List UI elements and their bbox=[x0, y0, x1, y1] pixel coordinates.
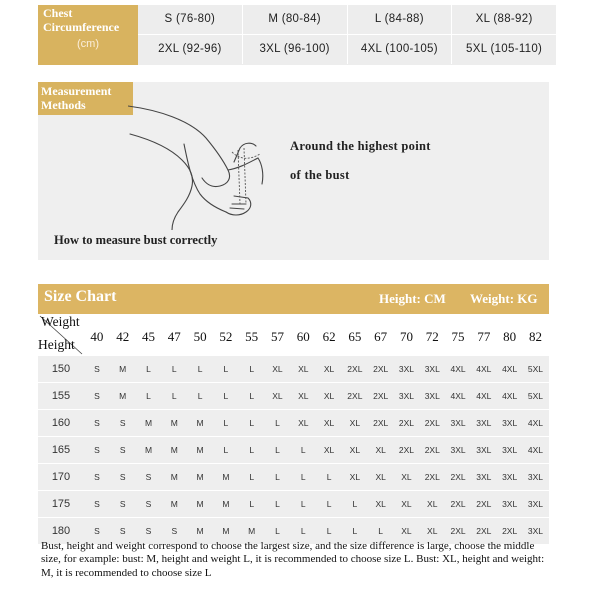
size-cell: S bbox=[171, 526, 178, 536]
size-cell: M bbox=[248, 526, 256, 536]
chest-cell: L (84-88) bbox=[348, 5, 453, 34]
size-cell: 3XL bbox=[450, 418, 466, 428]
weight-header-cell: 50 bbox=[193, 329, 207, 344]
size-cell: 4XL bbox=[450, 364, 466, 374]
size-cell: XL bbox=[298, 418, 309, 428]
weight-header-cell: 60 bbox=[296, 329, 310, 344]
size-cell: M bbox=[196, 526, 204, 536]
size-cell: L bbox=[275, 499, 280, 509]
size-cell: S bbox=[94, 364, 100, 374]
size-cell: S bbox=[94, 526, 100, 536]
size-cell: 3XL bbox=[476, 418, 492, 428]
size-cell: M bbox=[119, 364, 127, 374]
weight-header-cell: 52 bbox=[219, 329, 233, 344]
size-cell: M bbox=[119, 391, 127, 401]
table-row bbox=[38, 383, 549, 409]
size-cell: 5XL bbox=[527, 364, 543, 374]
weight-header-cell: 45 bbox=[141, 329, 155, 344]
size-cell: S bbox=[119, 418, 126, 428]
size-cell: L bbox=[249, 364, 255, 374]
size-cell: M bbox=[196, 499, 204, 509]
size-chart-title: Size Chart bbox=[44, 288, 117, 305]
size-cell: L bbox=[223, 364, 229, 374]
size-cell: L bbox=[352, 526, 358, 536]
size-cell: M bbox=[222, 526, 230, 536]
size-cell: S bbox=[145, 499, 152, 509]
size-cell: L bbox=[249, 418, 255, 428]
size-note: Bust, height and weight correspond to choose the largest size, and the size difference is large, choose the middle size, for example: bust: M, height and weight L, it is recommended to choose size L. Bust: XL, height and weight: M, it is recommended to choose size L bbox=[41, 540, 545, 579]
size-cell: L bbox=[223, 445, 229, 455]
weight-header-cell: 75 bbox=[451, 329, 465, 344]
chest-size-grid bbox=[138, 5, 556, 65]
weight-header-row bbox=[84, 314, 549, 356]
size-cell: 2XL bbox=[424, 472, 440, 482]
size-cell: L bbox=[197, 364, 203, 374]
size-chart bbox=[38, 284, 549, 591]
size-cell: 4XL bbox=[502, 364, 518, 374]
chest-header-cell bbox=[38, 5, 138, 65]
size-cell: 3XL bbox=[502, 445, 518, 455]
height-cell: 160 bbox=[51, 417, 71, 429]
height-cell: 165 bbox=[51, 444, 71, 456]
table-row bbox=[38, 437, 549, 463]
chest-circumference-table bbox=[38, 5, 556, 65]
size-cells bbox=[84, 491, 548, 517]
size-cell: S bbox=[94, 418, 100, 428]
size-cell: 2XL bbox=[347, 391, 363, 401]
size-cell: 2XL bbox=[398, 445, 415, 455]
weight-header-cell: 67 bbox=[374, 329, 388, 344]
table-row bbox=[38, 464, 549, 490]
size-cell: L bbox=[378, 526, 384, 536]
size-cell: XL bbox=[323, 418, 335, 428]
size-cell: 4XL bbox=[527, 445, 543, 455]
height-cell: 175 bbox=[51, 498, 71, 510]
size-cell: M bbox=[222, 472, 230, 482]
size-cell: 2XL bbox=[373, 364, 389, 374]
size-cell: XL bbox=[298, 364, 309, 374]
size-cell: S bbox=[119, 445, 126, 455]
size-cell: L bbox=[300, 499, 306, 509]
size-cell: XL bbox=[323, 364, 335, 374]
size-cell: S bbox=[119, 526, 126, 536]
size-cell: L bbox=[275, 445, 280, 455]
chest-row-1 bbox=[138, 5, 556, 34]
size-cell: 2XL bbox=[424, 418, 440, 428]
size-cell: XL bbox=[349, 472, 361, 482]
size-cell: S bbox=[94, 472, 100, 482]
weight-header-cell: 42 bbox=[116, 329, 130, 344]
size-cell: M bbox=[196, 445, 204, 455]
size-cell: 2XL bbox=[373, 391, 389, 401]
size-cell: L bbox=[223, 391, 229, 401]
size-cell: L bbox=[275, 418, 280, 428]
size-cell: L bbox=[275, 472, 280, 482]
size-cell: L bbox=[249, 391, 255, 401]
chest-cell: 5XL (105-110) bbox=[466, 43, 543, 55]
height-axis-label: Height bbox=[38, 337, 75, 352]
chest-cell: XL (88-92) bbox=[475, 13, 533, 25]
size-cell: L bbox=[146, 364, 151, 374]
size-cell: XL bbox=[401, 472, 412, 482]
size-cell: 2XL bbox=[502, 526, 518, 536]
weight-header-cell: 77 bbox=[477, 329, 491, 344]
size-cell: XL bbox=[323, 391, 335, 401]
size-cell: L bbox=[352, 499, 358, 509]
chest-cell: S (76-80) bbox=[138, 5, 243, 34]
size-cell: 4XL bbox=[476, 391, 492, 401]
weight-axis-label: Weight bbox=[41, 314, 80, 329]
table-row bbox=[38, 410, 549, 436]
size-cell: L bbox=[326, 526, 332, 536]
table-row bbox=[38, 356, 549, 382]
size-cell: XL bbox=[298, 391, 309, 401]
size-cell: 3XL bbox=[398, 364, 415, 374]
size-cell: 4XL bbox=[476, 364, 492, 374]
size-cell: S bbox=[145, 472, 152, 482]
chest-unit: (cm) bbox=[77, 38, 99, 50]
size-cell: L bbox=[326, 472, 332, 482]
size-cell: L bbox=[300, 445, 306, 455]
size-cell: 4XL bbox=[502, 391, 518, 401]
size-cell: 2XL bbox=[450, 499, 466, 509]
weight-header-cell: 82 bbox=[528, 329, 542, 344]
size-cell: L bbox=[171, 391, 177, 401]
size-cells bbox=[84, 410, 548, 436]
size-cell: M bbox=[144, 418, 153, 428]
size-cell: S bbox=[145, 526, 152, 536]
size-cell: L bbox=[326, 499, 332, 509]
size-cells bbox=[84, 464, 548, 490]
size-cell: L bbox=[171, 364, 177, 374]
height-unit-label: Height: CM bbox=[379, 291, 446, 306]
size-cell: 3XL bbox=[527, 526, 543, 536]
size-cell: 3XL bbox=[527, 472, 543, 482]
size-cell: XL bbox=[323, 445, 335, 455]
size-cell: 2XL bbox=[398, 418, 415, 428]
weight-header-cell: 72 bbox=[425, 329, 439, 344]
size-cell: XL bbox=[401, 499, 412, 509]
size-cell: 3XL bbox=[424, 391, 440, 401]
size-cell: L bbox=[223, 418, 229, 428]
size-cell: 2XL bbox=[424, 445, 440, 455]
size-cells bbox=[84, 437, 548, 463]
chest-cell: M (80-84) bbox=[243, 5, 348, 34]
weight-header-cell: 62 bbox=[322, 329, 336, 344]
size-chart-header bbox=[38, 284, 549, 314]
measurement-panel bbox=[38, 82, 549, 260]
bust-measure-illustration bbox=[128, 104, 268, 230]
size-cell: L bbox=[197, 391, 203, 401]
size-cell: XL bbox=[272, 391, 283, 401]
size-cell: XL bbox=[375, 499, 386, 509]
size-cell: XL bbox=[375, 472, 386, 482]
size-cell: 3XL bbox=[527, 499, 543, 509]
size-cell: L bbox=[300, 472, 306, 482]
size-cell: 5XL bbox=[527, 391, 543, 401]
size-cell: 3XL bbox=[502, 499, 518, 509]
size-cell: 2XL bbox=[476, 526, 492, 536]
chest-cell: 3XL (96-100) bbox=[243, 35, 348, 64]
size-cell: 2XL bbox=[347, 364, 363, 374]
size-cell: 4XL bbox=[527, 418, 543, 428]
size-cells bbox=[84, 356, 548, 382]
size-cell: L bbox=[300, 526, 306, 536]
weight-header-cell: 57 bbox=[270, 329, 284, 344]
size-cell: XL bbox=[401, 526, 412, 536]
height-cell: 170 bbox=[51, 471, 71, 483]
size-cells bbox=[84, 383, 548, 409]
size-cell: 2XL bbox=[373, 418, 389, 428]
weight-header-cell: 70 bbox=[399, 329, 413, 344]
size-cell: XL bbox=[349, 445, 361, 455]
size-cell: 3XL bbox=[502, 418, 518, 428]
size-cell: M bbox=[170, 472, 178, 482]
size-cell: 3XL bbox=[450, 445, 466, 455]
size-cell: XL bbox=[375, 445, 386, 455]
weight-header-cell: 47 bbox=[167, 329, 181, 344]
chest-row-2 bbox=[138, 35, 556, 64]
height-cell: 150 bbox=[51, 363, 71, 375]
size-cell: XL bbox=[272, 364, 283, 374]
weight-header-cell: 40 bbox=[90, 329, 104, 344]
size-cell: 2XL bbox=[450, 526, 466, 536]
size-cell: M bbox=[222, 499, 230, 509]
size-cell: M bbox=[196, 472, 204, 482]
chest-title: Chest Circumference bbox=[43, 6, 120, 34]
height-cell: 180 bbox=[51, 525, 71, 537]
weight-header-cell: 55 bbox=[245, 329, 259, 344]
size-cell: S bbox=[94, 391, 100, 401]
size-cell: 2XL bbox=[450, 472, 466, 482]
size-cell: S bbox=[119, 472, 126, 482]
measurement-tag: Measurement Methods bbox=[38, 82, 133, 115]
size-cell: L bbox=[249, 499, 255, 509]
size-cell: S bbox=[94, 445, 100, 455]
measure-instruction-line2: of the bust bbox=[290, 168, 350, 182]
size-cell: L bbox=[249, 445, 255, 455]
table-row bbox=[38, 491, 549, 517]
measure-instruction-line1: Around the highest point bbox=[290, 139, 431, 153]
size-cell: XL bbox=[349, 418, 361, 428]
weight-unit-label: Weight: KG bbox=[470, 291, 538, 306]
size-cell: M bbox=[196, 418, 204, 428]
size-cell: 4XL bbox=[450, 391, 466, 401]
weight-header-cell: 80 bbox=[503, 329, 517, 344]
size-cell: XL bbox=[427, 526, 438, 536]
size-cell: M bbox=[144, 445, 153, 455]
size-cell: S bbox=[119, 499, 126, 509]
size-cell: 3XL bbox=[398, 391, 415, 401]
chest-cell: 2XL (92-96) bbox=[138, 35, 243, 64]
size-cell: 2XL bbox=[476, 499, 492, 509]
size-cell: XL bbox=[427, 499, 438, 509]
size-cell: 3XL bbox=[502, 472, 518, 482]
size-cell: M bbox=[170, 445, 178, 455]
size-cell: 3XL bbox=[476, 472, 492, 482]
size-cell: L bbox=[249, 472, 255, 482]
size-cell: L bbox=[275, 526, 280, 536]
measure-caption: How to measure bust correctly bbox=[54, 233, 218, 247]
size-cell: 3XL bbox=[424, 364, 440, 374]
height-cell: 155 bbox=[51, 390, 71, 402]
chest-cell: 4XL (100-105) bbox=[348, 35, 453, 64]
size-cell: 3XL bbox=[476, 445, 492, 455]
size-cell: L bbox=[146, 391, 151, 401]
size-cell: M bbox=[170, 418, 178, 428]
size-cell: M bbox=[170, 499, 178, 509]
size-cell: S bbox=[94, 499, 100, 509]
weight-header-cell: 65 bbox=[348, 329, 362, 344]
